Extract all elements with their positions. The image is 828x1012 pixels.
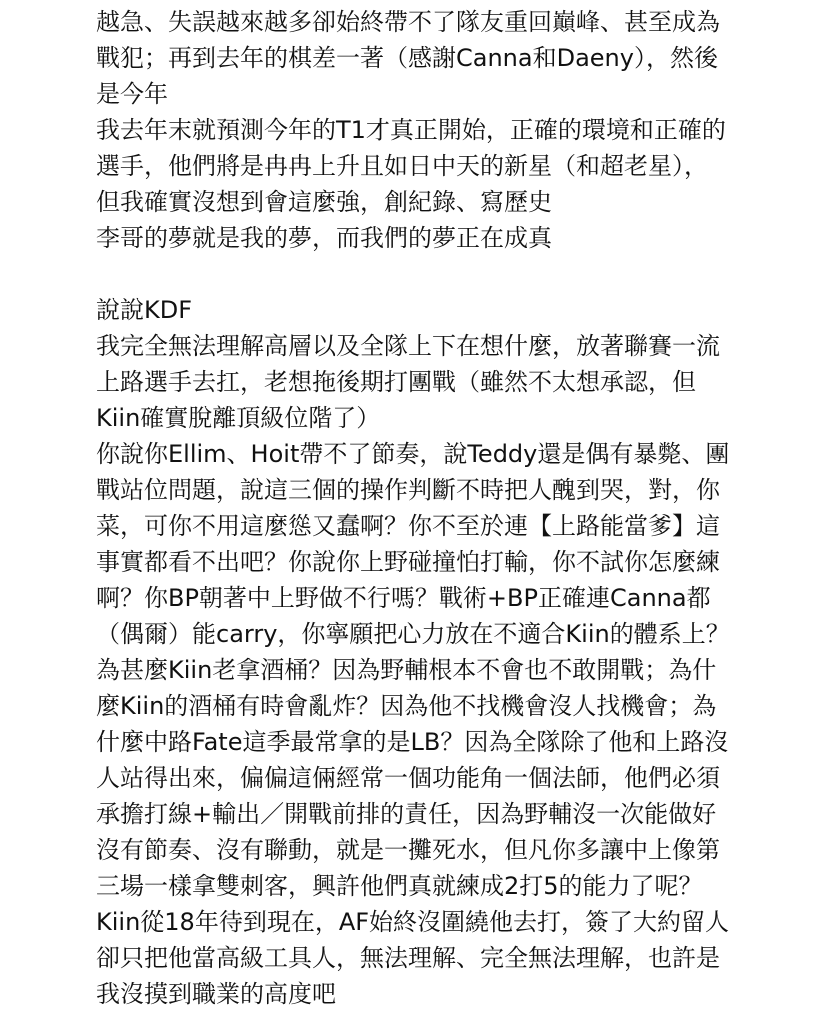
text-line: 戰犯；再到去年的棋差一著（感謝Canna和Daeny），然後: [96, 44, 718, 72]
post-body: [96, 4, 796, 1012]
text-line: 人站得出來，偏偏這倆經常一個功能角一個法師，他們必須: [96, 764, 720, 792]
text-line: 三場一樣拿雙刺客，興許他們真就練成2打5的能力了呢？: [96, 872, 703, 900]
blank-line: [96, 256, 796, 292]
text-line: 戰站位問題，說這三個的操作判斷不時把人醜到哭，對，你: [96, 476, 720, 504]
text-line: 你說你Ellim、Hoit帶不了節奏，說Teddy還是偶有暴斃、團: [96, 440, 730, 468]
text-line: 事實都看不出吧？你說你上野碰撞怕打輸，你不試你怎麼練: [96, 548, 720, 576]
text-line: 我沒摸到職業的高度吧: [96, 980, 336, 1008]
section-heading: 說說KDF: [96, 296, 193, 324]
text-line: 我完全無法理解高層以及全隊上下在想什麼，放著聯賽一流: [96, 332, 720, 360]
text-line: Kiin確實脫離頂級位階了）: [96, 404, 381, 432]
text-line: 菜，可你不用這麼慫又蠢啊？你不至於連【上路能當爹】這: [96, 512, 720, 540]
text-line: 承擔打線+輸出／開戰前排的責任，因為野輔沒一次能做好: [96, 800, 717, 828]
text-line: （偶爾）能carry，你寧願把心力放在不適合Kiin的體系上？: [96, 620, 730, 648]
text-line: 為甚麼Kiin老拿酒桶？因為野輔根本不會也不敢開戰；為什: [96, 656, 717, 684]
text-line: 李哥的夢就是我的夢，而我們的夢正在成真: [96, 224, 552, 252]
text-line: 我去年末就預測今年的T1才真正開始，正確的環境和正確的: [96, 116, 726, 144]
text-line: 卻只把他當高級工具人，無法理解、完全無法理解，也許是: [96, 944, 720, 972]
text-line: 啊？你BP朝著中上野做不行嗎？戰術+BP正確連Canna都: [96, 584, 711, 612]
text-line: 是今年: [96, 80, 168, 108]
text-line: 選手，他們將是冉冉上升且如日中天的新星（和超老星），: [96, 152, 708, 180]
text-line: 沒有節奏、沒有聯動，就是一攤死水，但凡你多讓中上像第: [96, 836, 720, 864]
text-line: 越急、失誤越來越多卻始終帶不了隊友重回巔峰、甚至成為: [96, 8, 720, 36]
text-line: 麼Kiin的酒桶有時會亂炸？因為他不找機會沒人找機會；為: [96, 692, 717, 720]
text-line: 但我確實沒想到會這麼強，創紀錄、寫歷史: [96, 188, 552, 216]
text-line: 上路選手去扛，老想拖後期打團戰（雖然不太想承認，但: [96, 368, 696, 396]
text-line: 什麼中路Fate這季最常拿的是LB？因為全隊除了他和上路沒: [96, 728, 729, 756]
text-line: Kiin從18年待到現在，AF始終沒圍繞他去打，簽了大約留人: [96, 908, 730, 936]
